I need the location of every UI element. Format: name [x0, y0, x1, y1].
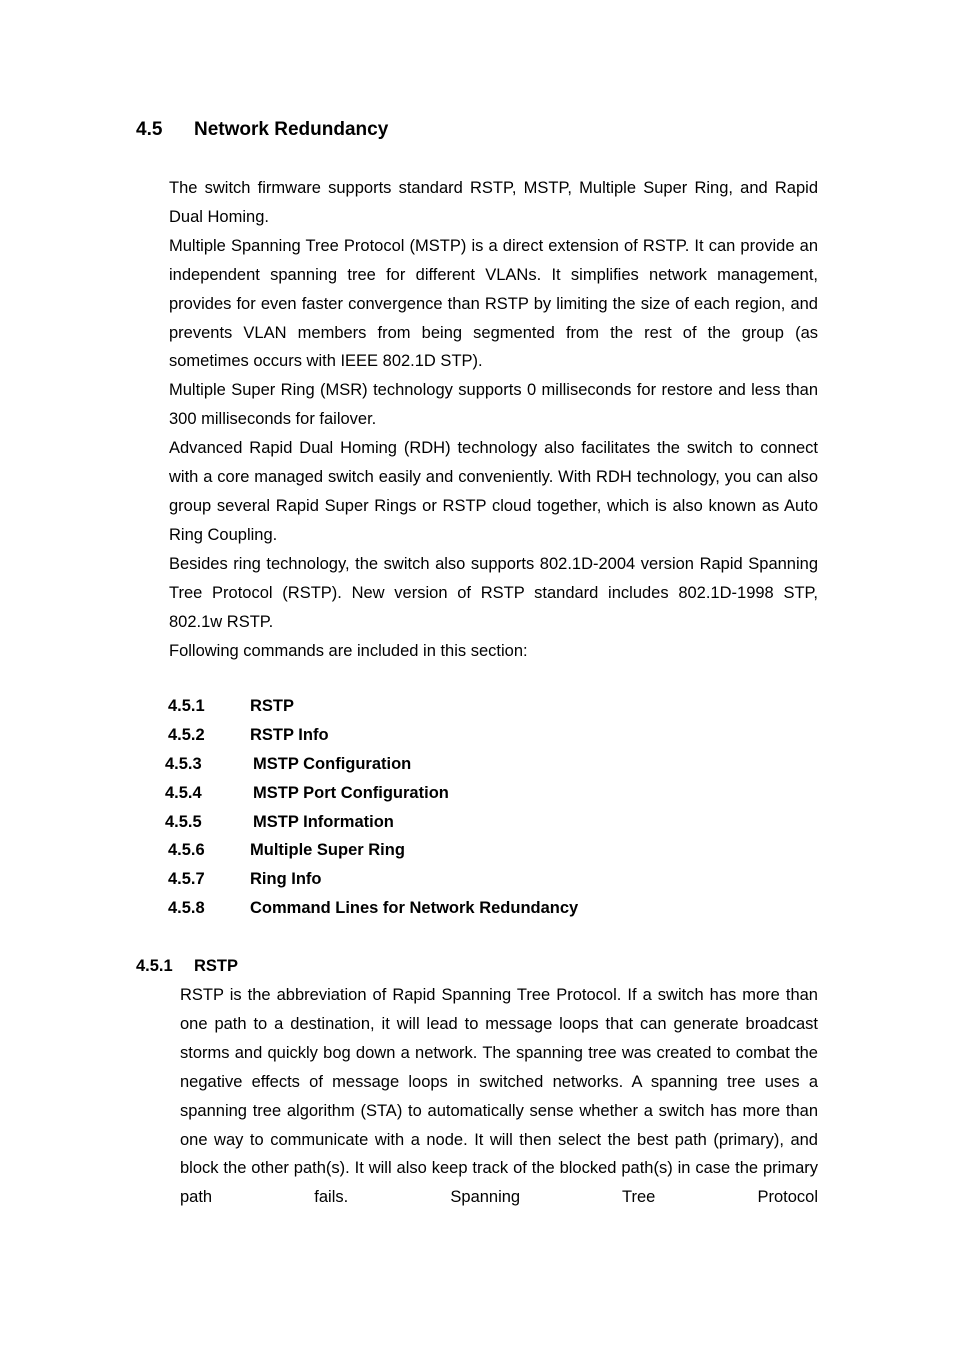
- toc-number: 4.5.4: [165, 783, 202, 802]
- toc-number: 4.5.7: [168, 870, 205, 889]
- toc-number: 4.5.3: [165, 754, 202, 773]
- intro-paragraph: Multiple Super Ring (MSR) technology supports 0 milliseconds for restore and less than 300 milliseconds for failover.: [169, 381, 818, 429]
- intro-text: [169, 174, 818, 665]
- toc-item[interactable]: [168, 836, 768, 865]
- toc-number: 4.5.2: [168, 725, 205, 744]
- intro-paragraph: Following commands are included in this section:: [169, 641, 528, 660]
- intro-paragraph: Advanced Rapid Dual Homing (RDH) technology also facilitates the switch to connect with a core managed switch easily and conveniently. With RDH technology, you can also group several Rapid Super Rings or RSTP cloud together, which is also known as Auto Ring Coupling.: [169, 439, 818, 544]
- toc-title: MSTP Information: [253, 812, 394, 831]
- toc-number: 4.5.6: [168, 841, 205, 860]
- toc-title: RSTP Info: [250, 725, 329, 744]
- rstp-description: [180, 981, 818, 1212]
- section-number: 4.5: [136, 119, 163, 140]
- toc-number: 4.5.8: [168, 899, 205, 918]
- toc-title: Ring Info: [250, 870, 322, 889]
- toc-title: MSTP Port Configuration: [253, 783, 449, 802]
- intro-paragraph: Besides ring technology, the switch also supports 802.1D-2004 version Rapid Spanning Tree Protocol (RSTP). New version of RSTP standard includes 802.1D-1998 STP, 802.1w RSTP.: [169, 554, 818, 631]
- command-list: [165, 692, 768, 923]
- subsection-title: RSTP: [194, 957, 239, 975]
- toc-number: 4.5.1: [168, 697, 205, 715]
- toc-number: 4.5.5: [165, 812, 202, 831]
- toc-item[interactable]: [168, 894, 768, 923]
- subsection-number: 4.5.1: [136, 957, 173, 975]
- toc-item[interactable]: [168, 692, 768, 721]
- toc-title: RSTP: [250, 697, 295, 715]
- section-title: Network Redundancy: [194, 119, 389, 140]
- toc-item[interactable]: [168, 721, 768, 750]
- intro-paragraph: The switch firmware supports standard RSTP, MSTP, Multiple Super Ring, and Rapid Dual Homing.: [169, 179, 818, 226]
- toc-title: Multiple Super Ring: [250, 841, 405, 860]
- toc-item[interactable]: [165, 779, 768, 808]
- rstp-paragraph: RSTP is the abbreviation of Rapid Spanning Tree Protocol. If a switch has more than one path to a destination, it will lead to message loops that can generate broadcast storms and quickly bog down a network. The spanning tree was created to combat the negative effects of message loops in switched networks. A spanning tree uses a spanning tree algorithm (STA) to automatically sense whether a switch has more than one way to communicate with a node. It will then select the best path (primary), and block the other path(s). It will also keep track of the blocked path(s) in case the primary path fails. Spanning Tree Protocol: [180, 986, 818, 1207]
- section-heading: [136, 116, 388, 144]
- toc-item[interactable]: [165, 808, 768, 837]
- intro-paragraph: Multiple Spanning Tree Protocol (MSTP) is a direct extension of RSTP. It can provide an independent spanning tree for different VLANs. It simplifies network management, provides for even faster convergence than RSTP by limiting the size of each region, and prevents VLAN members from being segmented from the rest of the group (as sometimes occurs with IEEE 802.1D STP).: [169, 236, 818, 371]
- toc-item[interactable]: [165, 750, 768, 779]
- subsection-heading: [136, 952, 238, 981]
- toc-item[interactable]: [168, 865, 768, 894]
- toc-title: Command Lines for Network Redundancy: [250, 899, 579, 918]
- toc-title: MSTP Configuration: [253, 754, 412, 773]
